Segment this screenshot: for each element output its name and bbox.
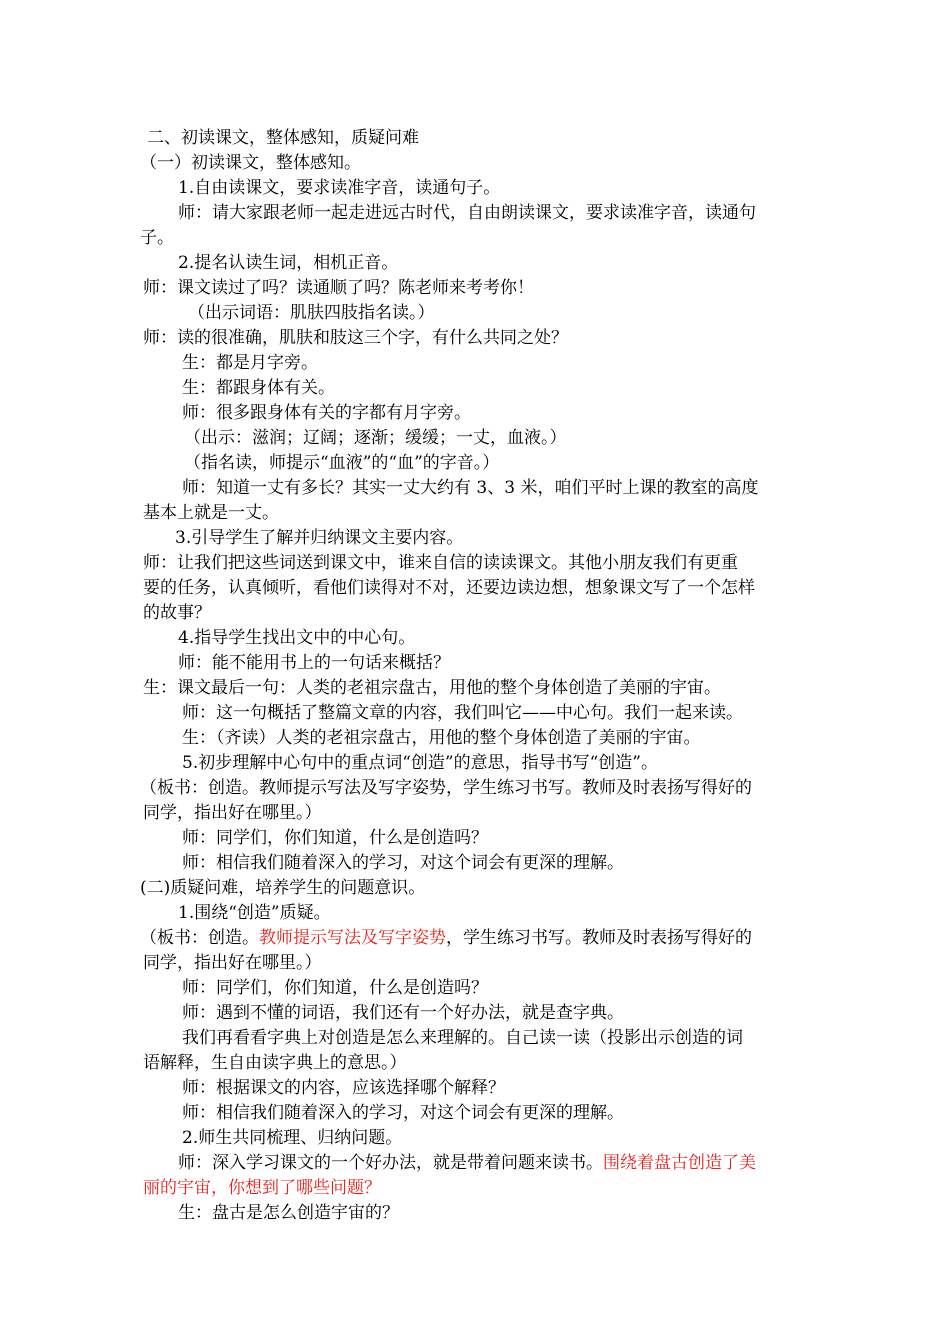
text-span: 师：深入学习课文的一个好办法，就是带着问题来读书。 xyxy=(178,1153,603,1173)
paragraph-line: 的故事？ xyxy=(143,603,211,623)
paragraph-line: 师：很多跟身体有关的字都有月字旁。 xyxy=(182,403,471,423)
highlighted-text: 教师提示写法及写字姿势 xyxy=(259,928,446,948)
text-span: （板书：创造。 xyxy=(140,928,259,948)
paragraph-line: 要的任务，认真倾听，看他们读得对不对，还要边读边想，想象课文写了一个怎样 xyxy=(143,578,755,598)
paragraph-line: 师：同学们，你们知道，什么是创造吗？ xyxy=(182,828,488,848)
paragraph-line: （出示：滋润；辽阔；逐渐；缓缓；一丈，血液。） xyxy=(184,428,567,448)
paragraph-line: 师：课文读过了吗？读通顺了吗？陈老师来考考你！ xyxy=(143,278,534,298)
paragraph-line: 3.引导学生了解并归纳课文主要内容。 xyxy=(175,528,464,548)
paragraph-line: 师：这一句概括了整篇文章的内容，我们叫它——中心句。我们一起来读。 xyxy=(182,703,743,723)
paragraph-line-highlighted xyxy=(140,926,752,951)
paragraph-line: 2.师生共同梳理、归纳问题。 xyxy=(182,1128,403,1148)
paragraph-line-highlighted xyxy=(178,1151,756,1176)
subsection-heading: (二)质疑问难，培养学生的问题意识。 xyxy=(140,878,426,898)
highlighted-text: 围绕着盘古创造了美 xyxy=(603,1153,756,1173)
paragraph-line: 师：请大家跟老师一起走进远古时代，自由朗读课文，要求读准字音，读通句 xyxy=(178,203,756,223)
paragraph-line: 师：遇到不懂的词语，我们还有一个好办法，就是查字典。 xyxy=(182,1003,624,1023)
paragraph-line: 师：根据课文的内容，应该选择哪个解释？ xyxy=(182,1078,505,1098)
paragraph-line: 师：能不能用书上的一句话来概括？ xyxy=(178,653,450,673)
highlighted-text: 丽的宇宙，你想到了哪些问题？ xyxy=(143,1178,381,1198)
subsection-heading: （一）初读课文，整体感知。 xyxy=(140,153,361,173)
paragraph-line: 师：读的很准确，肌肤和肢这三个字，有什么共同之处？ xyxy=(143,328,568,348)
paragraph-line: 1.围绕“创造”质疑。 xyxy=(178,903,331,923)
paragraph-line: 生：盘古是怎么创造宇宙的？ xyxy=(178,1203,399,1223)
paragraph-line: 师：相信我们随着深入的学习，对这个词会有更深的理解。 xyxy=(182,1103,624,1123)
paragraph-line: 2.提名认读生词，相机正音。 xyxy=(178,253,399,273)
paragraph-line: 子。 xyxy=(140,228,174,248)
paragraph-line: 基本上就是一丈。 xyxy=(143,503,279,523)
section-heading: 二、初读课文，整体感知，质疑问难 xyxy=(147,128,419,148)
paragraph-line: 4.指导学生找出文中的中心句。 xyxy=(178,628,416,648)
paragraph-line: 生：都跟身体有关。 xyxy=(182,378,335,398)
paragraph-line: 语解释，生自由读字典上的意思。） xyxy=(143,1053,407,1073)
paragraph-line: 师：让我们把这些词送到课文中，谁来自信的读读课文。其他小朋友我们有更重 xyxy=(143,553,738,573)
paragraph-line: 5.初步理解中心句中的重点词“创造”的意思，指导书写“创造”。 xyxy=(182,753,658,773)
paragraph-line: 1.自由读课文，要求读准字音，读通句子。 xyxy=(178,178,501,198)
paragraph-line: 师：相信我们随着深入的学习，对这个词会有更深的理解。 xyxy=(182,853,624,873)
paragraph-line: 同学，指出好在哪里。） xyxy=(143,953,322,973)
paragraph-line: （出示词语：肌肤四肢指名读。） xyxy=(188,303,435,323)
paragraph-line: 师：同学们，你们知道，什么是创造吗？ xyxy=(182,978,488,998)
text-span: ，学生练习书写。教师及时表扬写得好的 xyxy=(446,928,752,948)
paragraph-line: 生：都是月字旁。 xyxy=(182,353,318,373)
paragraph-line: 师：知道一丈有多长？其实一丈大约有 3、3 米，咱们平时上课的教室的高度 xyxy=(182,478,759,498)
paragraph-line: 我们再看看字典上对创造是怎么来理解的。自己读一读（投影出示创造的词 xyxy=(182,1028,743,1048)
paragraph-line: （板书：创造。教师提示写法及写字姿势，学生练习书写。教师及时表扬写得好的 xyxy=(140,778,752,798)
paragraph-line: 同学，指出好在哪里。） xyxy=(143,803,322,823)
paragraph-line: （指名读，师提示“血液”的“血”的字音。） xyxy=(184,453,500,473)
paragraph-line: 生：（齐读）人类的老祖宗盘古，用他的整个身体创造了美丽的宇宙。 xyxy=(182,728,701,748)
paragraph-line: 生：课文最后一句：人类的老祖宗盘古，用他的整个身体创造了美丽的宇宙。 xyxy=(143,678,721,698)
